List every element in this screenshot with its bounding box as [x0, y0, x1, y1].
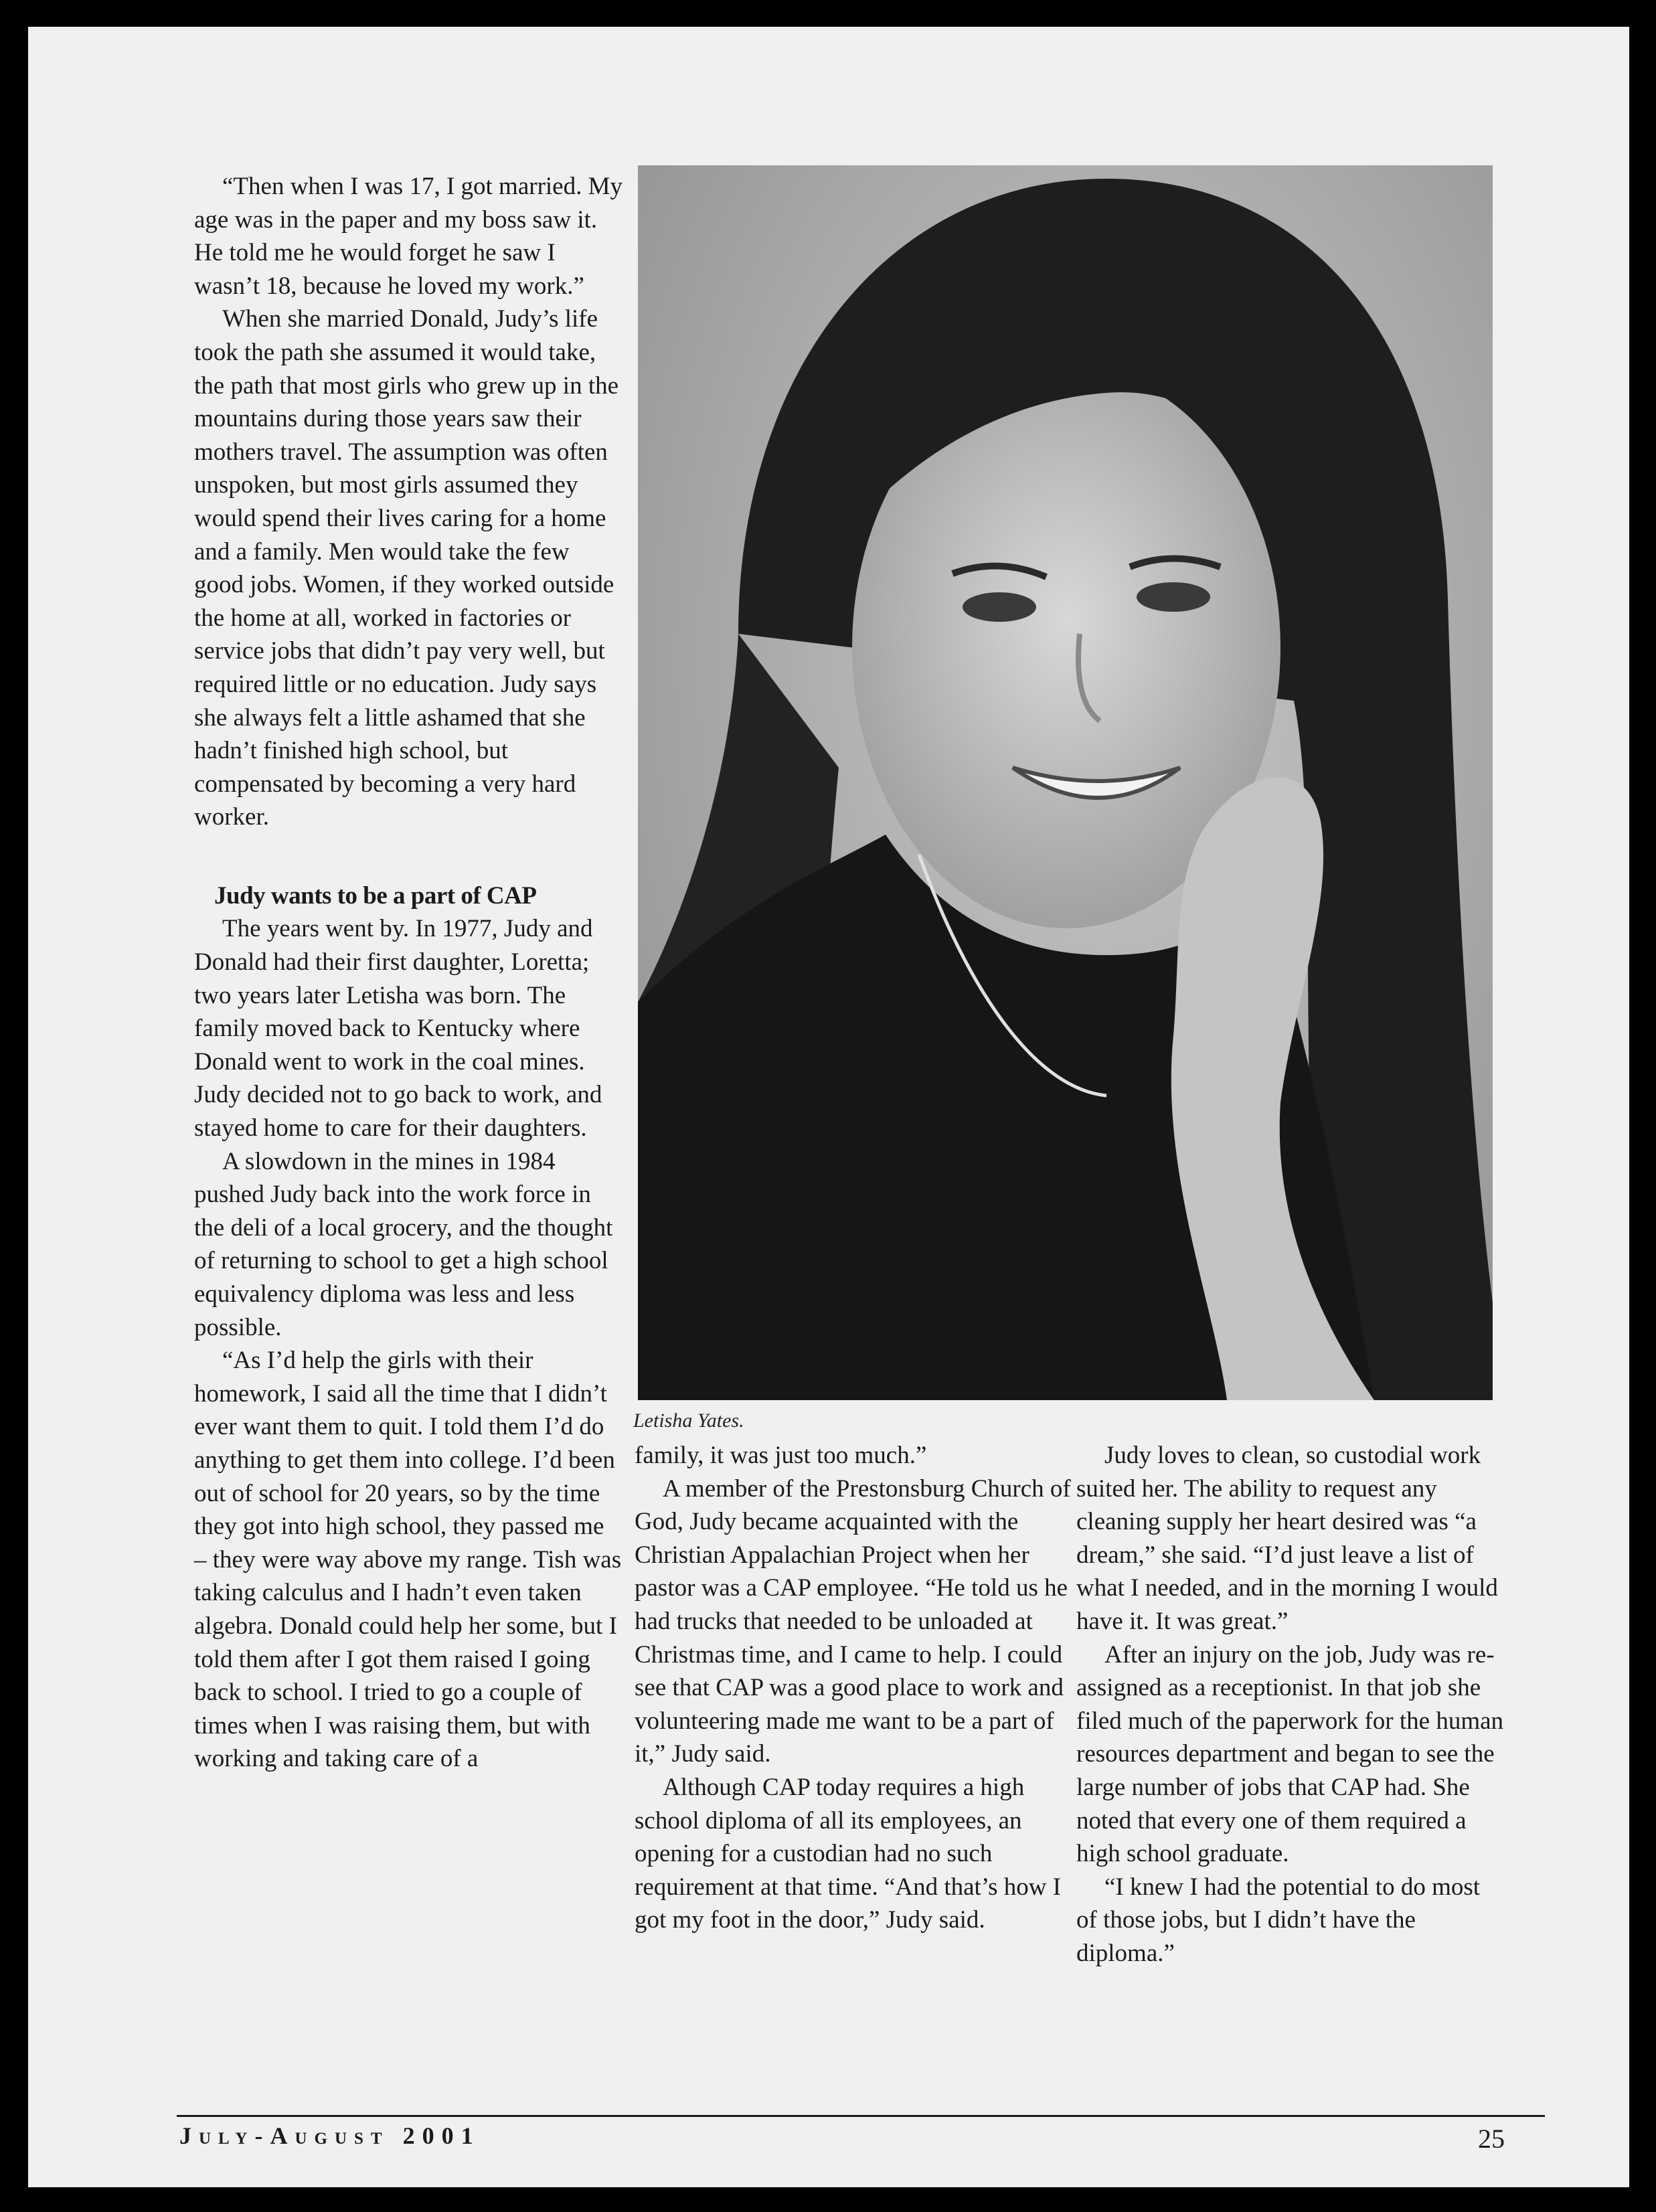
section-heading: Judy wants to be a part of CAP	[214, 881, 537, 910]
paragraph: When she married Donald, Judy’s life took the path she assumed it would take, the path that most girls who grew up in the mountains during those years saw their mothers travel. The assumption was often unspoken, but most girls assumed they would spend their lives caring for a home and a family. Men would take the few good jobs. Women, if they worked outside the home at all, worked in factories or service jobs that didn’t pay very well, but required little or no education. Judy says she always felt a little ashamed that she hadn’t finished high school, but compensated by becoming a very hard worker.	[194, 305, 619, 831]
paragraph: After an injury on the job, Judy was re-assigned as a receptionist. In that job she filed much of the paperwork for the human resources department and began to see the large number of jobs that CAP had. She noted that every one of them required a high school graduate.	[1076, 1640, 1504, 1868]
paragraph: Although CAP today requires a high school diploma of all its employees, an opening for a custodian had no such requirement at that time. “And that’s how I got my foot in the door,” Judy said.	[635, 1773, 1062, 1934]
section-spacer	[194, 834, 623, 879]
paragraph: A slowdown in the mines in 1984 pushed Judy back into the work force in the deli of a local grocery, and the thought of returning to school to get a high school equivalency diploma was less and less possible.	[194, 1147, 613, 1341]
paragraph: A member of the Prestonsburg Church of God, Judy became acquainted with the Christian Appalachian Project when her pastor was a CAP employee. “He told us he had trucks that needed to be unloaded at Christmas time, and I came to help. I could see that CAP was a good place to work and volunteering made me want to be a part of it,” Judy said.	[635, 1474, 1071, 1768]
photo-caption: Letisha Yates.	[633, 1410, 744, 1432]
paragraph: “Then when I was 17, I got married. My age was in the paper and my boss saw it. He told me he would forget he saw I wasn’t 18, because he loved my work.”	[194, 173, 623, 300]
portrait-illustration	[638, 165, 1493, 1400]
text-column-left	[194, 170, 623, 1776]
issue-date: July-August 2001	[179, 2122, 481, 2149]
portrait-photo	[638, 165, 1493, 1400]
footer-divider	[177, 2115, 1545, 2117]
paragraph: “As I’d help the girls with their homework, I said all the time that I didn’t ever want them to quit. I told them I’d do anything to get them into college. I’d been out of school for 20 years, so by the time they got into high school, they passed me – they were way above my range. Tish was taking calculus and I hadn’t even taken algebra. Donald could help her some, but I told them after I got them raised I going back to school. I tried to go a couple of times when I was raising them, but with working and taking care of a	[194, 1347, 622, 1773]
page-number: 25	[1478, 2124, 1505, 2154]
paragraph: “I knew I had the potential to do most of those jobs, but I didn’t have the diploma.”	[1076, 1873, 1481, 1967]
magazine-page	[28, 27, 1629, 2187]
paragraph: Judy loves to clean, so custodial work suited her. The ability to request any cleaning supply her heart desired was “a dream,” she said. “I’d just leave a list of what I needed, and in the morning I would have it. It was great.”	[1076, 1442, 1498, 1635]
text-column-middle	[635, 1439, 1074, 1937]
paragraph: The years went by. In 1977, Judy and Donald had their first daughter, Loretta; two years later Letisha was born. The family moved back to Kentucky where Donald went to work in the coal mines. Judy decided not to go back to work, and stayed home to care for their daughters.	[194, 915, 602, 1142]
paragraph: family, it was just too much.”	[635, 1442, 927, 1469]
text-column-right	[1076, 1439, 1505, 1970]
